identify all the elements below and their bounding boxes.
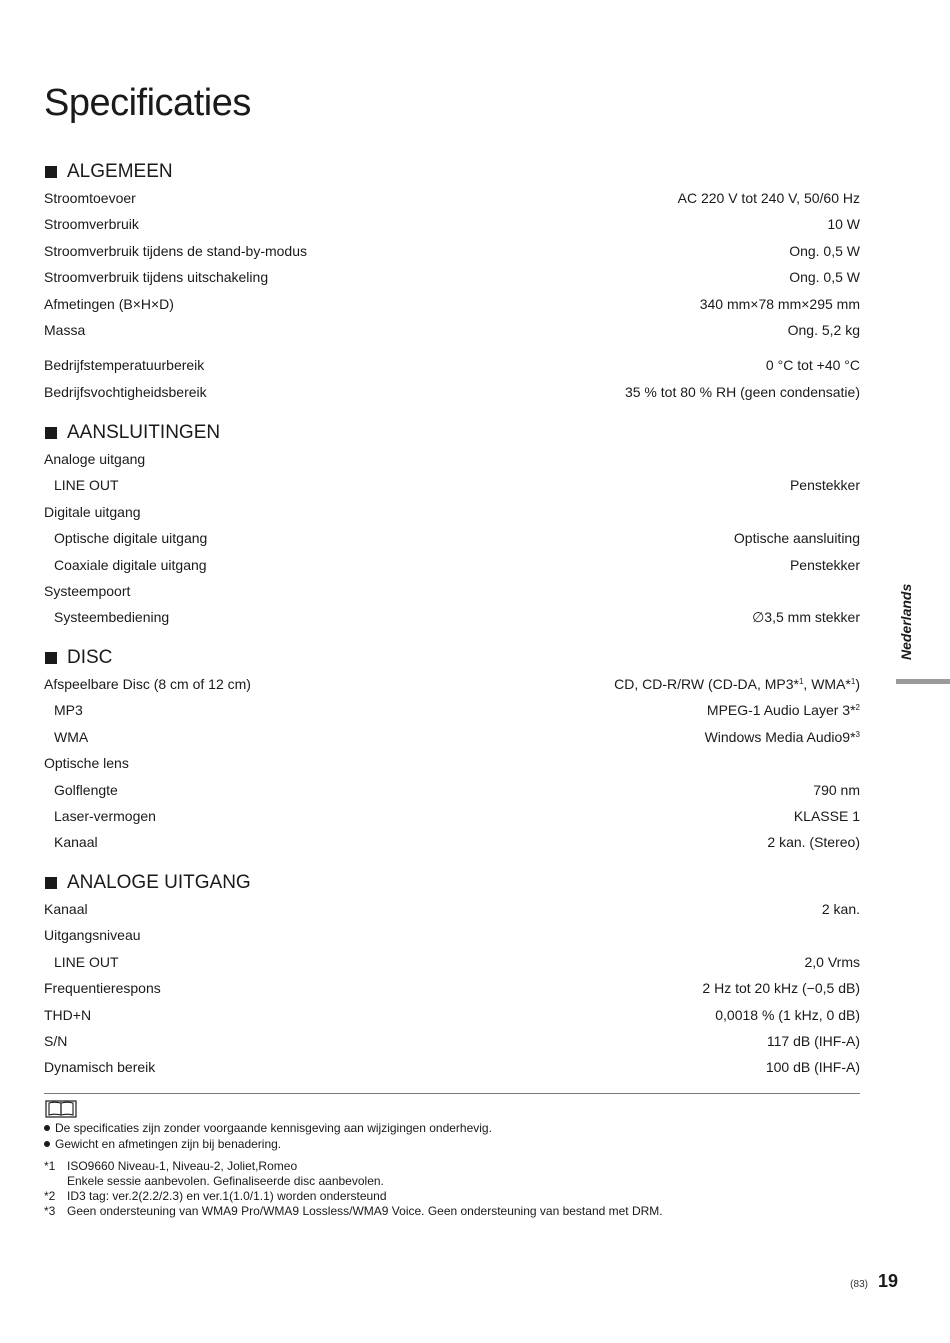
spec-label: Stroomverbruik tijdens uitschakeling [44, 269, 269, 286]
spec-row [44, 578, 860, 604]
spec-row [44, 949, 860, 975]
book-icon [45, 1100, 77, 1118]
spec-row [44, 896, 860, 922]
spec-row [44, 525, 860, 551]
section-heading-text: DISC [67, 647, 113, 668]
spec-row [44, 697, 860, 723]
footnote-mark: *2 [44, 1189, 56, 1203]
spec-value: Penstekker [789, 556, 860, 573]
square-bullet-icon [45, 652, 57, 664]
spec-value: 0 °C tot +40 °C [765, 357, 860, 374]
spec-row [44, 1028, 860, 1054]
spec-value: 2,0 Vrms [804, 953, 860, 970]
note-text: Gewicht en afmetingen zijn bij benadering. [55, 1136, 282, 1151]
spec-row [44, 291, 860, 317]
spec-row [44, 750, 860, 776]
spec-row [44, 352, 860, 378]
note-item [44, 1121, 492, 1137]
spec-label: Digitale uitgang [44, 503, 141, 520]
spec-row [44, 379, 860, 405]
spec-value: KLASSE 1 [793, 807, 860, 824]
spec-row [44, 724, 860, 750]
spec-label: Bedrijfstemperatuurbereik [44, 357, 205, 374]
spec-label: THD+N [44, 1006, 92, 1023]
spec-value: Penstekker [789, 477, 860, 494]
spec-label: Coaxiale digitale uitgang [54, 556, 207, 573]
spec-row [44, 238, 860, 264]
page-number: 19 [877, 1271, 898, 1291]
section-algemeen [44, 159, 860, 405]
spec-label: Systeembediening [54, 609, 170, 626]
note-item [44, 1137, 492, 1153]
spec-value: 100 dB (IHF-A) [765, 1059, 860, 1076]
page-footer [850, 1271, 898, 1292]
spec-row [44, 264, 860, 290]
footnote-mark: *1 [44, 1159, 56, 1173]
spec-label: WMA [54, 728, 89, 745]
section-disc [44, 645, 860, 856]
spec-label: S/N [44, 1032, 68, 1049]
spec-row [44, 499, 860, 525]
square-bullet-icon [45, 427, 57, 439]
note-text: De specificaties zijn zonder voorgaande kennisgeving aan wijzigingen onderhevig. [55, 1121, 492, 1135]
spec-value: Ong. 5,2 kg [787, 321, 860, 338]
page-title: Specificaties [44, 82, 251, 124]
spec-row [44, 829, 860, 855]
footnote-mark: *3 [44, 1204, 56, 1218]
square-bullet-icon [45, 877, 57, 889]
spec-label: Frequentierespons [44, 980, 161, 997]
spec-label: Systeempoort [44, 582, 131, 599]
spec-row [44, 446, 860, 472]
bullet-dot-icon [44, 1141, 50, 1147]
section-heading-text: AANSLUITINGEN [67, 422, 221, 443]
section-analoge-uitgang [44, 870, 860, 1081]
spec-value: ∅3,5 mm stekker [752, 609, 860, 626]
spec-label: Kanaal [44, 901, 88, 917]
section-heading [44, 159, 860, 185]
spec-row [44, 922, 860, 948]
notes-list [44, 1121, 492, 1152]
spec-value: 117 dB (IHF-A) [766, 1032, 860, 1049]
section-heading [44, 870, 860, 896]
spec-row [44, 975, 860, 1001]
footnote-text: ISO9660 Niveau-1, Niveau-2, Joliet,Romeo [67, 1159, 298, 1173]
spec-value: 2 kan. [821, 901, 860, 917]
spec-value: MPEG-1 Audio Layer 3*$^2$ [706, 702, 860, 719]
spec-label: Bedrijfsvochtigheidsbereik [44, 383, 207, 400]
section-heading [44, 645, 860, 671]
spec-row [44, 211, 860, 237]
spec-value: CD, CD-R/RW (CD-DA, MP3*$^1$, WMA*$^1$) [614, 676, 860, 692]
spec-value: 340 mm×78 mm×295 mm [699, 295, 860, 312]
spec-label: Afspeelbare Disc (8 cm of 12 cm) [44, 676, 251, 692]
footnote-text: Geen ondersteuning van WMA9 Pro/WMA9 Lossless/WMA9 Voice. Geen ondersteuning van bestand met DRM. [67, 1204, 663, 1218]
page-reference: (83) [850, 1279, 868, 1290]
spec-row [44, 803, 860, 829]
spec-label: Optische digitale uitgang [54, 530, 208, 547]
spec-row [44, 185, 860, 211]
spec-label: LINE OUT [54, 953, 119, 970]
spec-row [44, 604, 860, 630]
spec-label: Stroomverbruik [44, 216, 139, 233]
language-tab-bar [896, 679, 950, 684]
spec-value: 790 nm [813, 781, 860, 798]
square-bullet-icon [45, 166, 57, 178]
spec-value: 2 kan. (Stereo) [767, 834, 860, 851]
spec-row [44, 671, 860, 697]
language-tab [896, 560, 950, 684]
footnote-text: ID3 tag: ver.2(2.2/2.3) en ver.1(1.0/1.1) worden ondersteund [67, 1189, 387, 1203]
section-aansluitingen [44, 420, 860, 631]
spec-label: Uitgangsniveau [44, 927, 141, 944]
section-heading-text: ANALOGE UITGANG [67, 872, 251, 893]
section-heading-text: ALGEMEEN [67, 161, 173, 182]
spec-row [44, 317, 860, 343]
spec-label: Optische lens [44, 755, 129, 772]
spec-label: Laser-vermogen [54, 807, 156, 824]
spec-value: Ong. 0,5 W [789, 242, 860, 259]
spec-row [44, 1002, 860, 1028]
spec-label: Dynamisch bereik [44, 1059, 156, 1076]
spec-value: Optische aansluiting [733, 530, 860, 547]
spec-value: 0,0018 % (1 kHz, 0 dB) [715, 1006, 860, 1023]
spec-label: Stroomverbruik tijdens de stand-by-modus [44, 242, 308, 259]
spec-value: AC 220 V tot 240 V, 50/60 Hz [677, 190, 860, 206]
spec-label: LINE OUT [54, 477, 119, 494]
spec-row [44, 1054, 860, 1080]
spec-label: Afmetingen (B×H×D) [44, 295, 174, 312]
spec-label: Analoge uitgang [44, 451, 146, 467]
spec-label: Kanaal [54, 834, 98, 851]
spec-value: 10 W [827, 216, 860, 233]
divider [44, 1093, 860, 1094]
spec-label: Massa [44, 321, 86, 338]
spec-label: Stroomtoevoer [44, 190, 136, 206]
spec-value: Ong. 0,5 W [789, 269, 860, 286]
spec-value: 35 % tot 80 % RH (geen condensatie) [624, 383, 860, 400]
spec-label: MP3 [54, 702, 83, 719]
bullet-dot-icon [44, 1125, 50, 1131]
spec-value: Windows Media Audio9*$^3$ [704, 728, 860, 745]
footnote-text: Enkele sessie aanbevolen. Gefinaliseerde disc aanbevolen. [67, 1174, 384, 1188]
spec-row [44, 472, 860, 498]
spec-value: 2 Hz tot 20 kHz (−0,5 dB) [702, 980, 860, 997]
spec-label: Golflengte [54, 781, 118, 798]
spec-row [44, 552, 860, 578]
language-tab-label: Nederlands [898, 583, 914, 660]
spec-row [44, 777, 860, 803]
section-heading [44, 420, 860, 446]
